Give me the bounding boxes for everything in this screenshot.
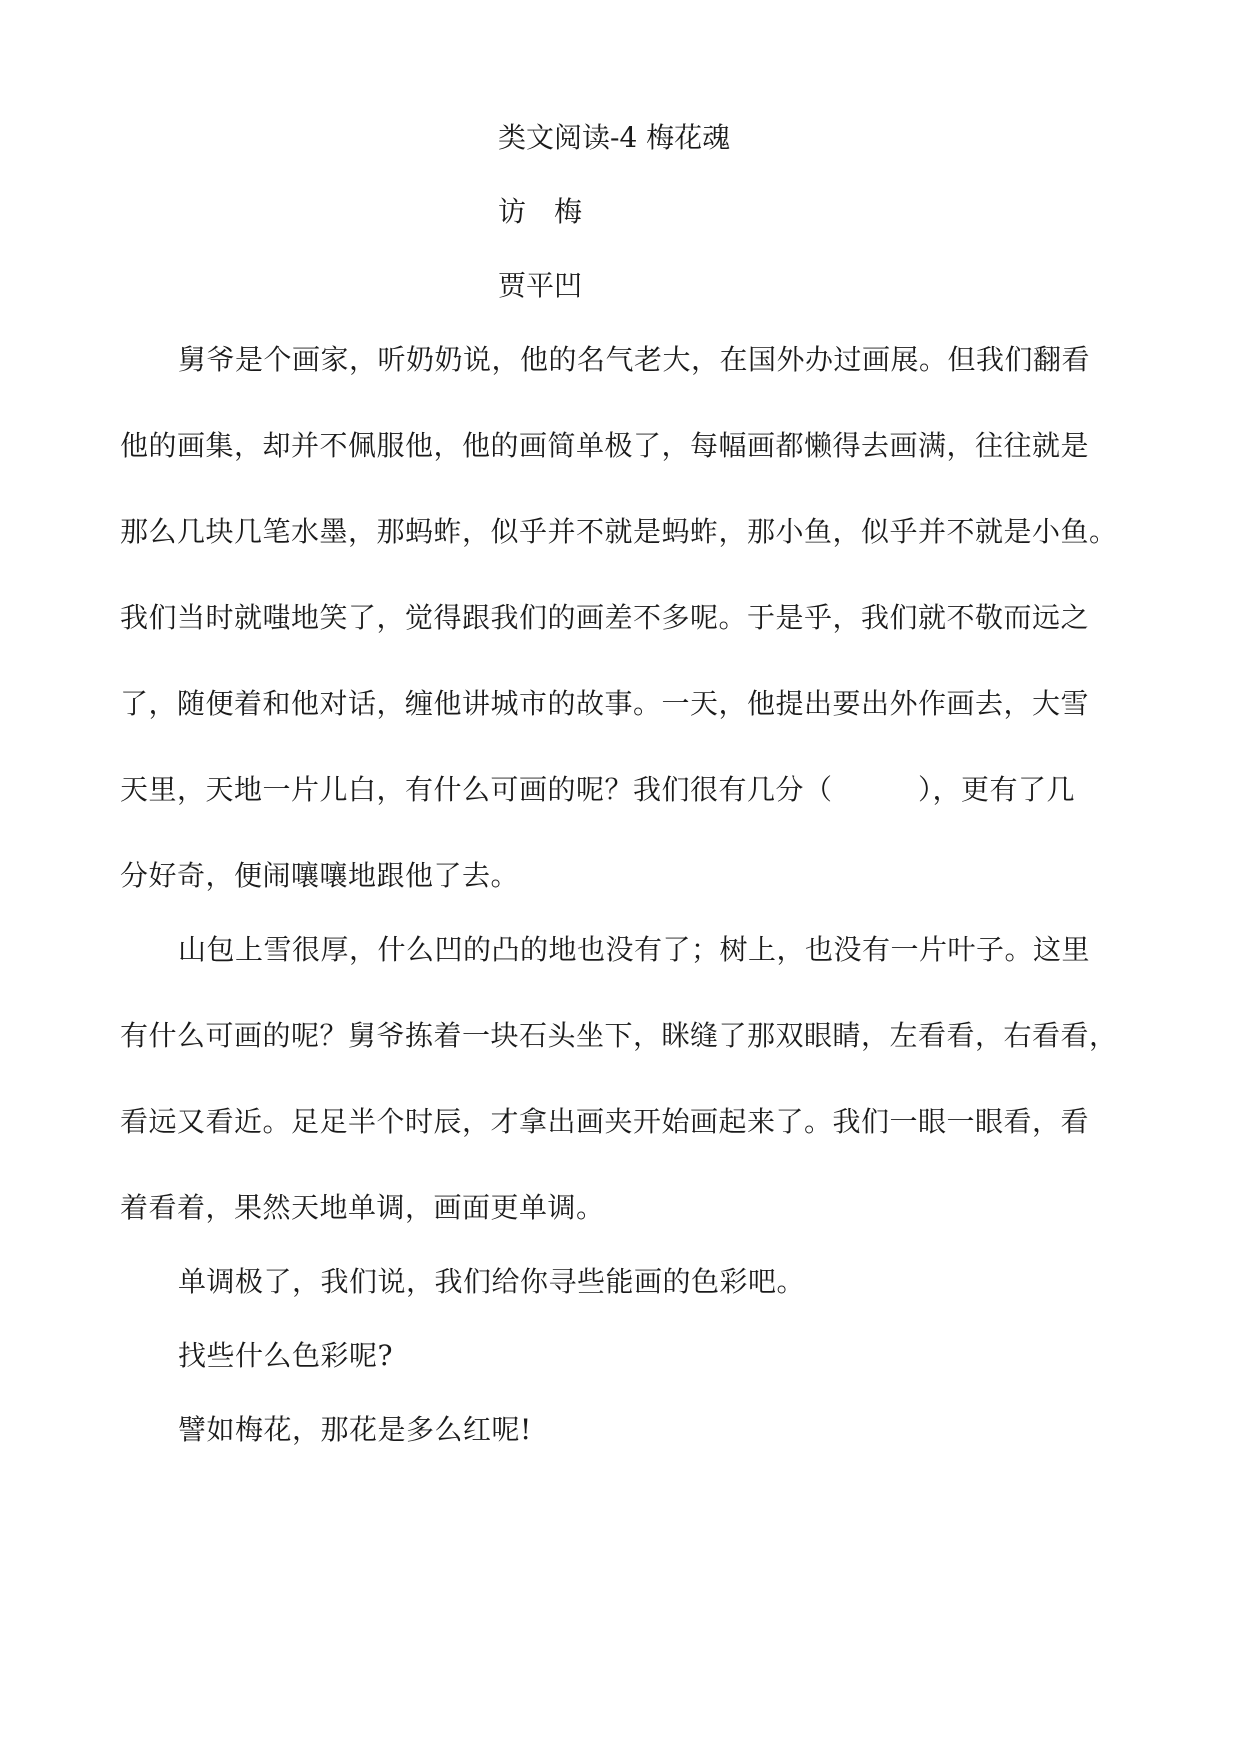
paragraph-line: 有什么可画的呢？舅爷拣着一块石头坐下，眯缝了那双眼睛，左看看，右看看， — [120, 1019, 1118, 1052]
paragraph-line: 单调极了，我们说，我们给你寻些能画的色彩吧。 — [178, 1265, 806, 1298]
article-title: 访 梅 — [498, 195, 583, 228]
paragraph-line: 看远又看近。足足半个时辰，才拿出画夹开始画起来了。我们一眼一眼看，看 — [120, 1105, 1090, 1138]
paragraph-line: 了，随便着和他对话，缠他讲城市的故事。一天，他提出要出外作画去，大雪 — [120, 687, 1090, 720]
document-title: 类文阅读-4 梅花魂 — [498, 121, 731, 154]
paragraph-line: 分好奇，便闹嚷嚷地跟他了去。 — [120, 859, 520, 892]
paragraph-line: 天里，天地一片儿白，有什么可画的呢？我们很有几分（ ），更有了几 — [120, 773, 1076, 806]
paragraph-line: 他的画集，却并不佩服他，他的画简单极了，每幅画都懒得去画满，往往就是 — [120, 429, 1090, 462]
paragraph-line: 找些什么色彩呢? — [178, 1339, 394, 1372]
paragraph-line: 那么几块几笔水墨，那蚂蚱，似乎并不就是蚂蚱，那小鱼，似乎并不就是小鱼。 — [120, 515, 1118, 548]
paragraph-line: 着看着，果然天地单调，画面更单调。 — [120, 1191, 605, 1224]
article-author: 贾平凹 — [498, 269, 583, 302]
paragraph-line: 我们当时就嗤地笑了，觉得跟我们的画差不多呢。于是乎，我们就不敬而远之 — [120, 601, 1090, 634]
paragraph-line: 譬如梅花，那花是多么红呢! — [178, 1413, 532, 1446]
paragraph-line: 山包上雪很厚，什么凹的凸的地也没有了；树上，也没有一片叶子。这里 — [178, 933, 1091, 966]
paragraph-line: 舅爷是个画家，听奶奶说，他的名气老大，在国外办过画展。但我们翻看 — [178, 343, 1091, 376]
